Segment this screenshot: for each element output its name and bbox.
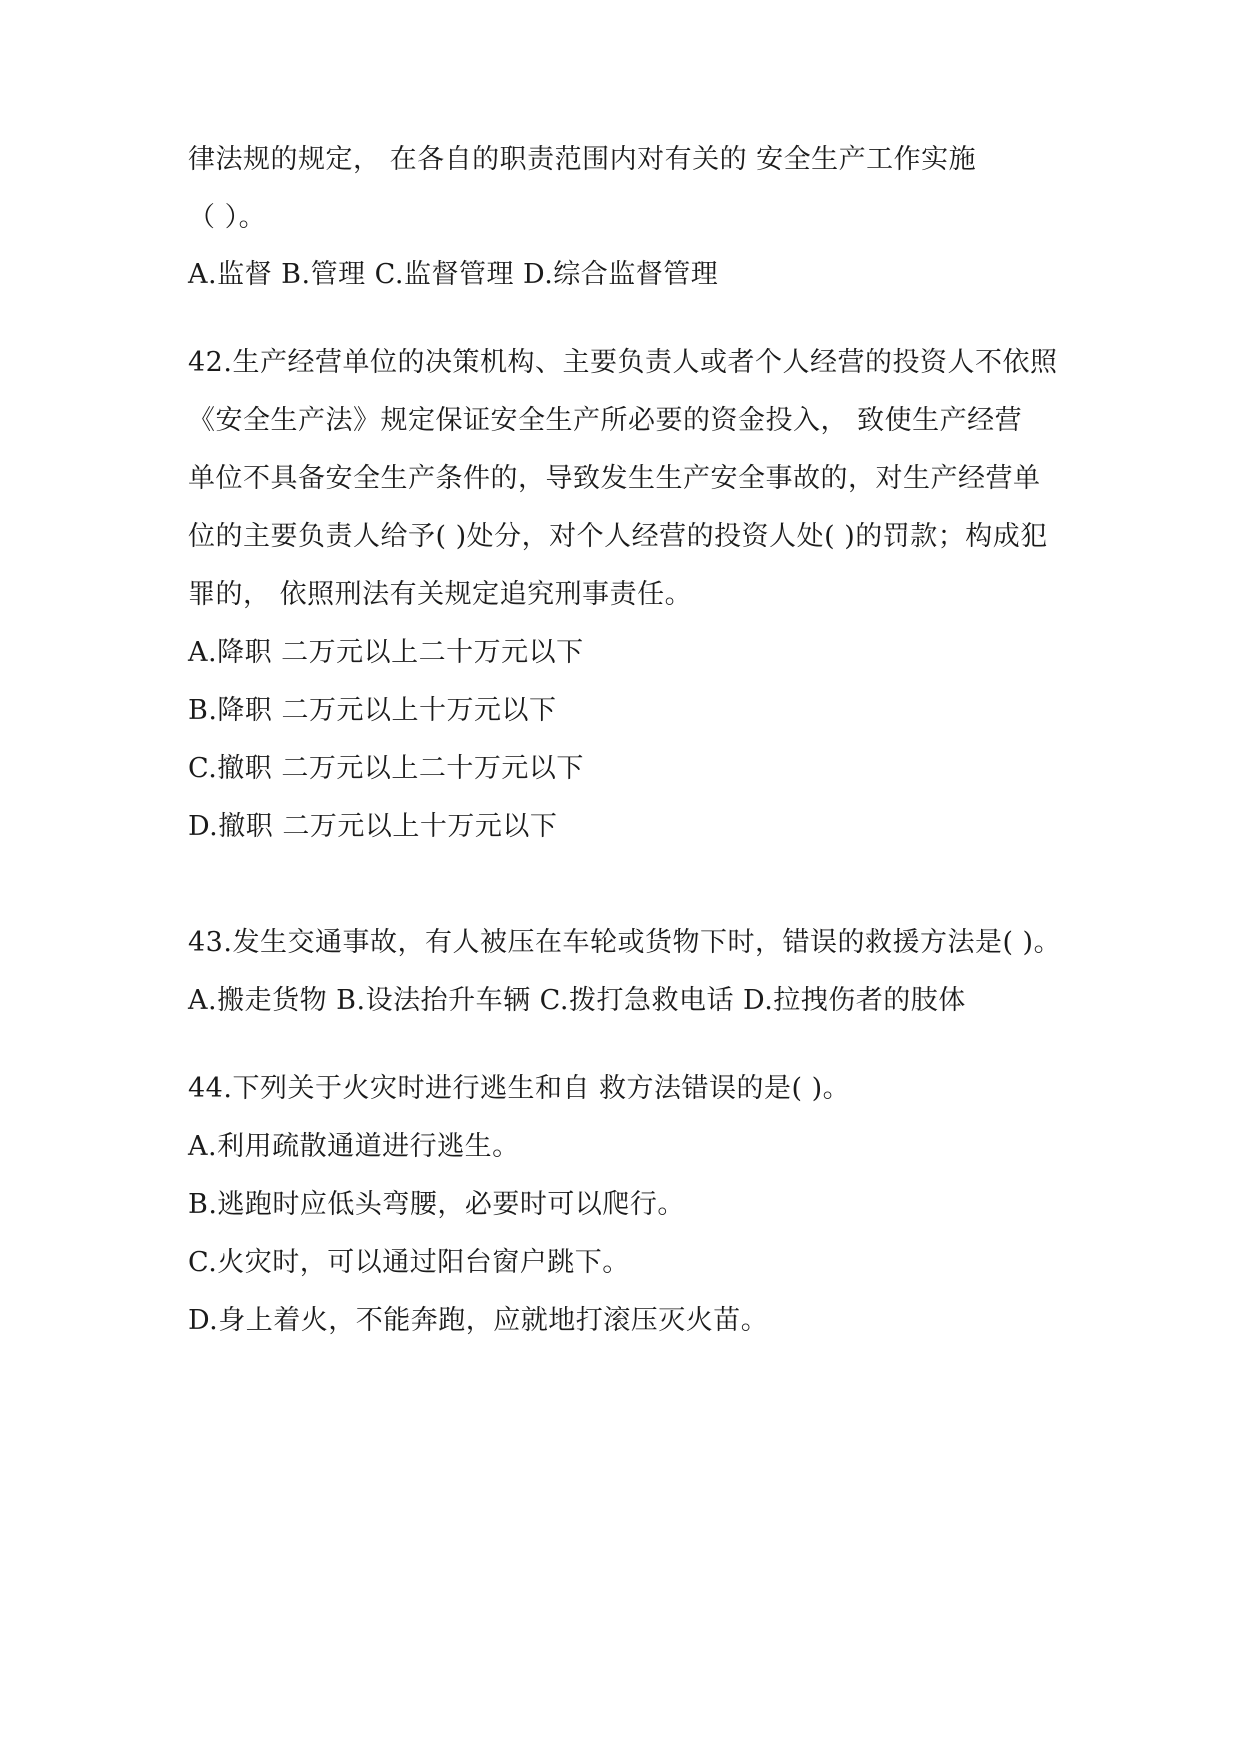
q42-stem-line-5: 罪的， 依照刑法有关规定追究刑事责任。 [188, 579, 693, 610]
q44-option-b: B.逃跑时应低头弯腰，必要时可以爬行。 [188, 1189, 685, 1220]
q41-stem-line-1: 律法规的规定， 在各自的职责范围内对有关的 安全生产工作实施 [188, 144, 977, 175]
q42-option-a: A.降职 二万元以上二十万元以下 [188, 637, 584, 668]
q44-stem: 44.下列关于火灾时进行逃生和自 救方法错误的是( )。 [188, 1073, 851, 1104]
q43-options: A.搬走货物 B.设法抬升车辆 C.拨打急救电话 D.拉拽伤者的肢体 [188, 985, 966, 1016]
q42-stem-line-1: 42.生产经营单位的决策机构、主要负责人或者个人经营的投资人不依照 [188, 347, 1058, 378]
q41-stem-line-2: （ ）。 [188, 202, 267, 233]
q42-option-c: C.撤职 二万元以上二十万元以下 [188, 753, 584, 784]
q42-option-d: D.撤职 二万元以上十万元以下 [188, 811, 558, 842]
q42-stem-line-2: 《安全生产法》规定保证安全生产所必要的资金投入， 致使生产经营 [188, 405, 1023, 436]
q41-options: A.监督 B.管理 C.监督管理 D.综合监督管理 [188, 259, 719, 290]
q44-option-a: A.利用疏散通道进行逃生。 [188, 1131, 520, 1162]
q44-option-d: D.身上着火，不能奔跑，应就地打滚压灭火苗。 [188, 1305, 769, 1336]
q42-option-b: B.降职 二万元以上十万元以下 [188, 695, 557, 726]
q44-option-c: C.火灾时，可以通过阳台窗户跳下。 [188, 1247, 630, 1278]
q43-stem: 43.发生交通事故，有人被压在车轮或货物下时，错误的救援方法是( )。 [188, 927, 1062, 958]
q42-stem-line-4: 位的主要负责人给予( )处分，对个人经营的投资人处( )的罚款；构成犯 [188, 521, 1048, 552]
q42-stem-line-3: 单位不具备安全生产条件的，导致发生生产安全事故的，对生产经营单 [188, 463, 1041, 494]
